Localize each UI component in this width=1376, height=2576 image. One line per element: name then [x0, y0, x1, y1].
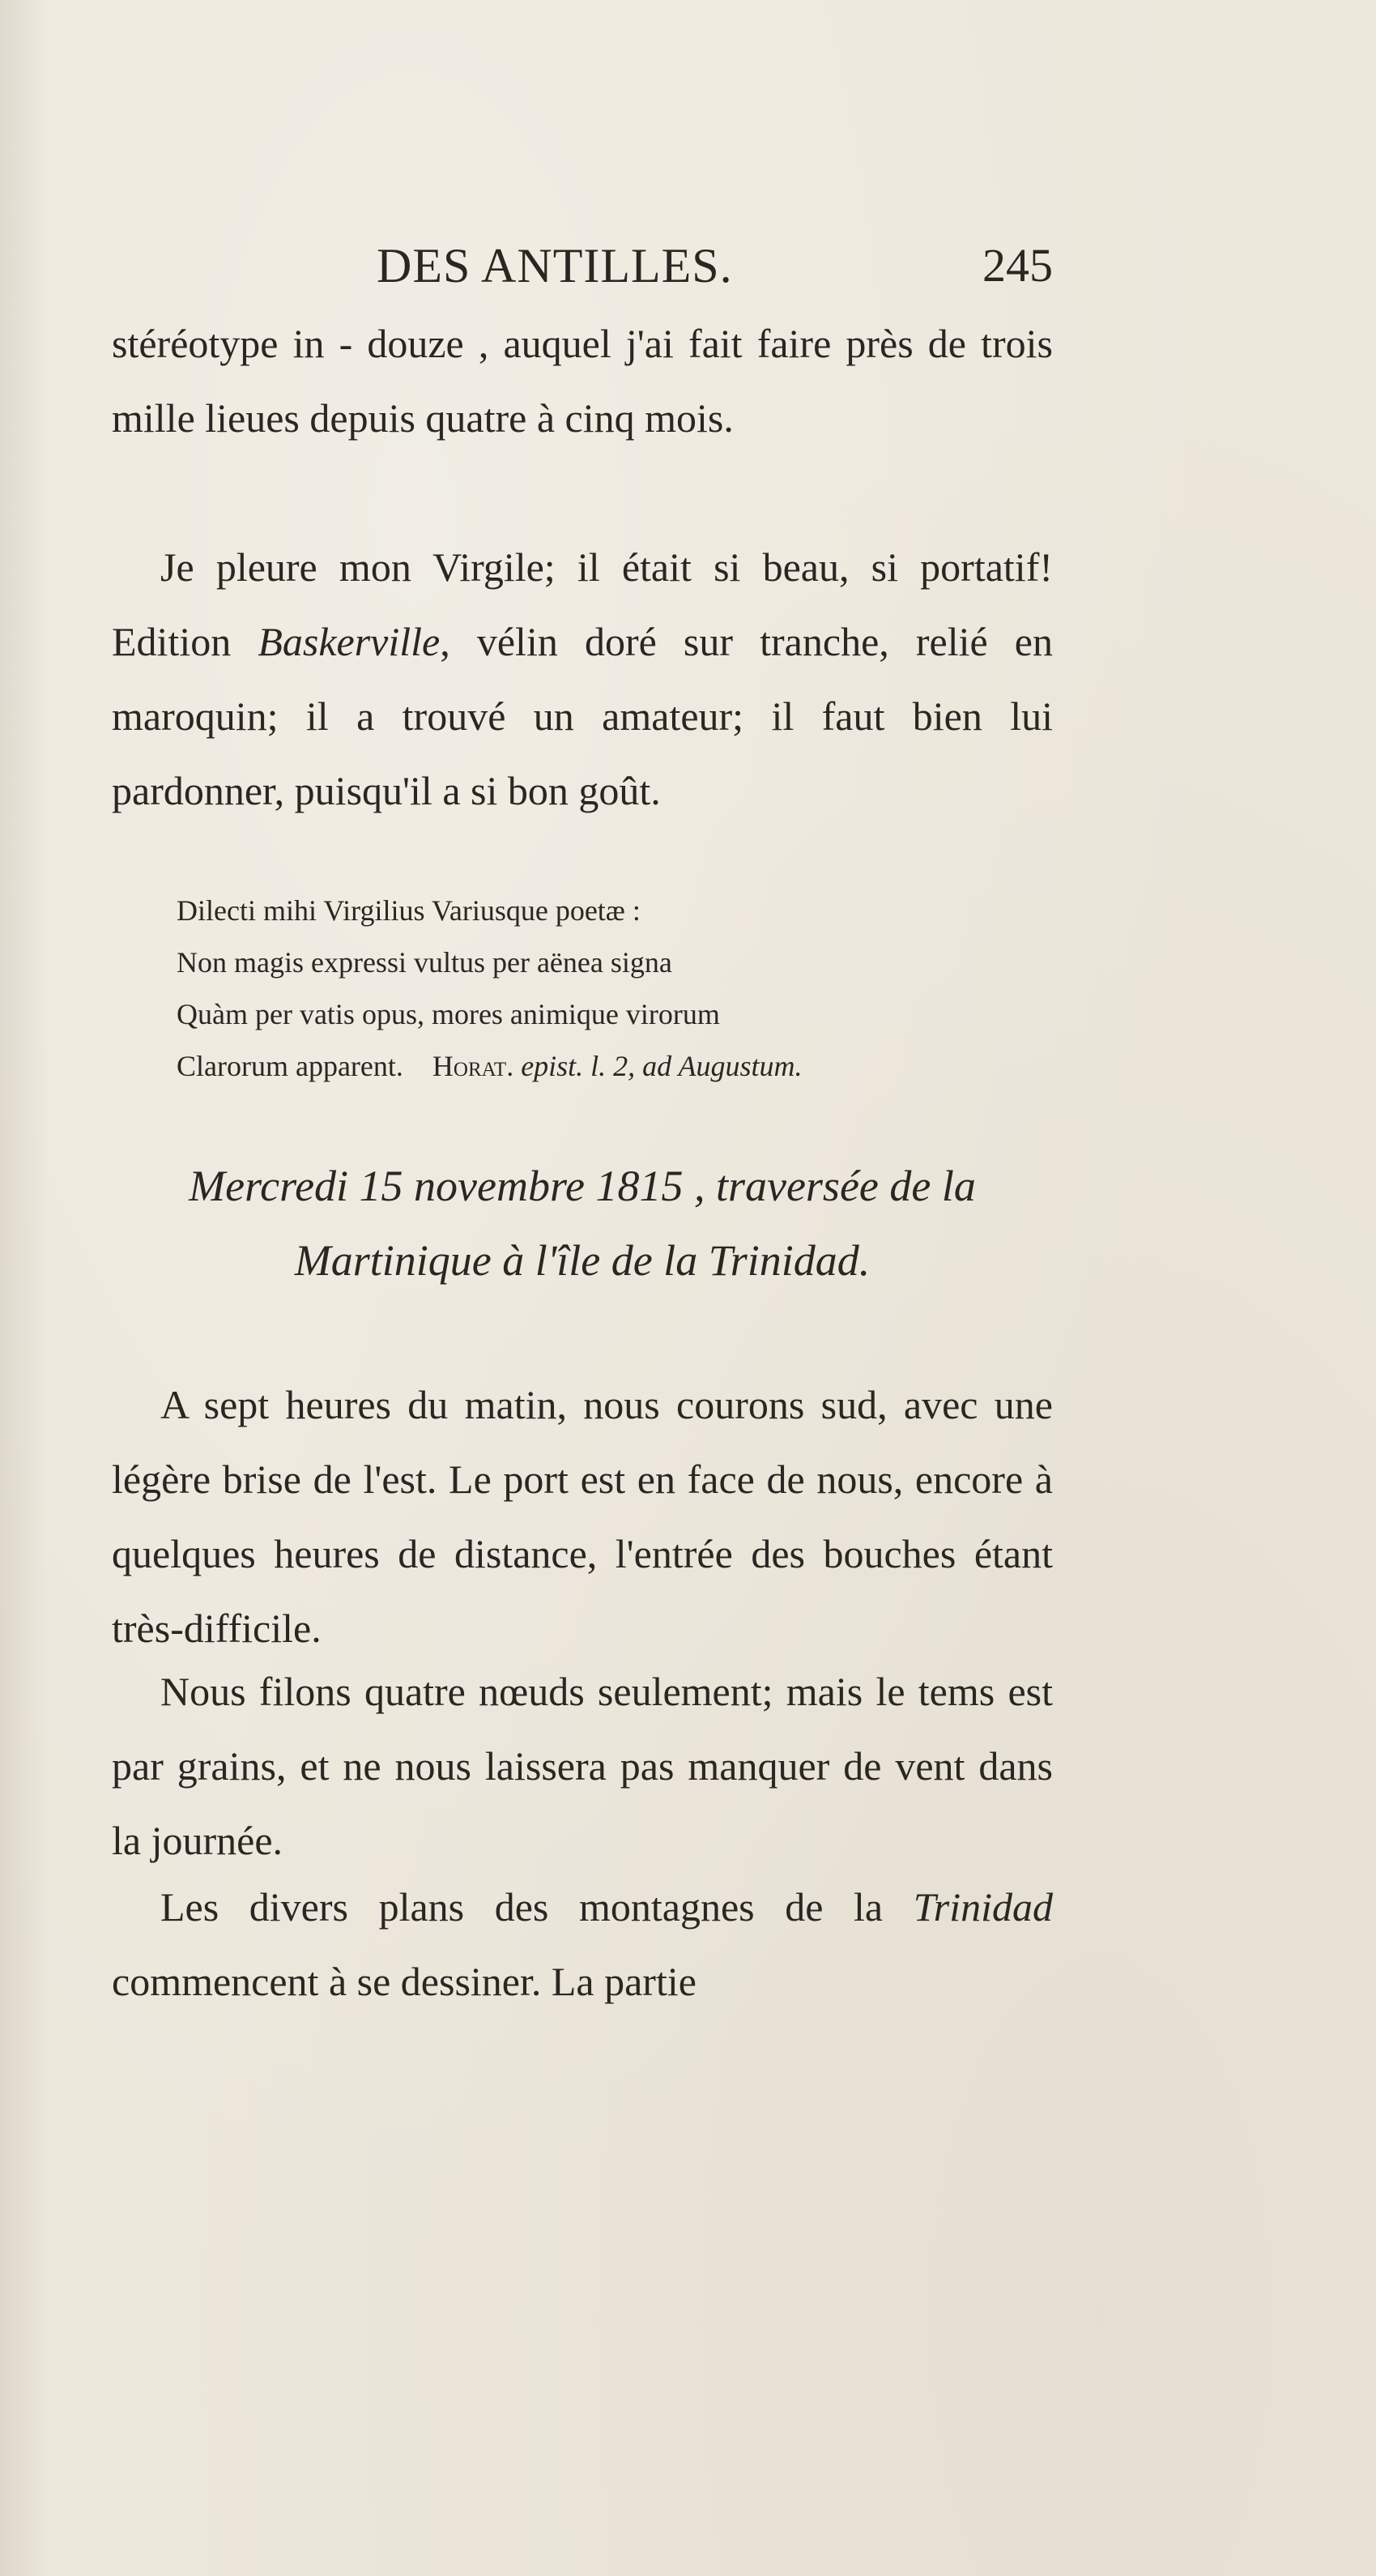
paragraph-5-italic: Trinidad — [913, 1884, 1053, 1930]
page-header — [377, 237, 1053, 301]
quote-last-line: Clarorum apparent. — [177, 1050, 403, 1082]
paragraph-continuation — [112, 306, 1053, 455]
quote-line: Non magis expressi vultus per aënea signa — [177, 946, 672, 979]
section-heading-line-2: Martinique à l'île de la Trinidad. — [294, 1236, 871, 1285]
paragraph-morning — [112, 1367, 1053, 1665]
paragraph-3-text: A sept heures du matin, nous courons sud, avec une légère brise de l'est. Le port est en face de nous, encore à quelques heures de distance, l'entrée des bouches étant très-difficile. — [112, 1382, 1053, 1651]
paragraph-4-text: Nous filons quatre nœuds seulement; mais le tems est par grains, et ne nous laissera pas manquer de vent dans la journée. — [112, 1669, 1053, 1863]
paragraph-1-text: stéréotype in - douze , auquel j'ai fait faire près de trois mille lieues depuis quatre à cinq mois. — [112, 321, 1053, 441]
page-edge-shadow — [0, 0, 49, 2576]
paragraph-knots — [112, 1654, 1053, 1878]
quote-line: Dilecti mihi Virgilius Variusque poetæ : — [177, 894, 641, 927]
paragraph-5-after: commencent à se dessiner. La partie — [112, 1959, 697, 2004]
paragraph-5-before: Les divers plans des montagnes de la — [160, 1884, 914, 1930]
running-head: DES ANTILLES. — [377, 239, 733, 292]
quote-author: Horat. — [432, 1050, 514, 1082]
section-heading-line-1: Mercredi 15 novembre 1815 , traversée de la — [189, 1162, 976, 1210]
latin-quotation — [177, 885, 1059, 1092]
paragraph-virgile — [112, 530, 1053, 828]
paragraph-2-before: Je pleure mon Virgile; il était si beau, si portatif! Edition — [112, 544, 1053, 664]
quote-reference: epist. l. 2, ad Augustum. — [521, 1050, 803, 1082]
quote-line: Quàm per vatis opus, mores animique virorum — [177, 998, 720, 1030]
paragraph-2-after: , vélin doré sur tranche, relié en maroquin; il a trouvé un amateur; il faut bien lui pardonner, puisqu'il a si bon goût. — [112, 619, 1054, 813]
paragraph-2-italic: Baskervill​e — [258, 619, 441, 664]
section-heading — [112, 1149, 1053, 1298]
page-number: 245 — [982, 239, 1053, 292]
paragraph-trinidad — [112, 1870, 1053, 2019]
quote-citation-line — [177, 1040, 1059, 1092]
